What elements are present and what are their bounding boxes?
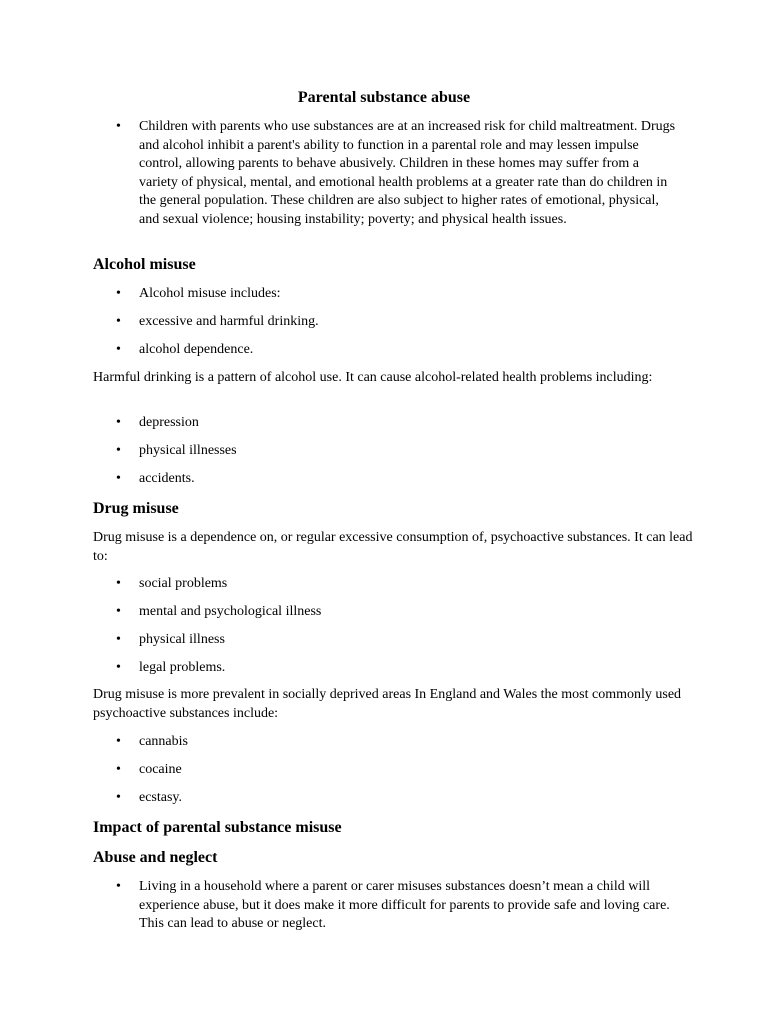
list-item: mental and psychological illness — [139, 604, 322, 619]
document-title: Parental substance abuse — [297, 89, 471, 106]
abuse-heading: Abuse and neglect — [93, 849, 218, 866]
list-item: physical illness — [139, 632, 225, 647]
list-item: ecstasy. — [139, 790, 183, 805]
list-item: excessive and harmful drinking. — [139, 314, 319, 329]
bullet-marker: • — [116, 415, 121, 430]
list-item: Living in a household where a parent or carer misuses substances doesn’t mean a child will experience abuse, but it does make it more difficult for parents to provide safe and loving care. This can lead to abuse or neglect. — [139, 879, 670, 931]
impact-heading: Impact of parental substance misuse — [93, 819, 342, 836]
bullet-marker: • — [116, 119, 121, 134]
bullet-marker: • — [116, 314, 121, 329]
list-item: legal problems. — [139, 660, 226, 675]
bullet-marker: • — [116, 660, 121, 675]
list-item: alcohol dependence. — [139, 342, 254, 357]
list-item: cocaine — [139, 762, 182, 777]
drug-heading: Drug misuse — [93, 500, 179, 517]
bullet-marker: • — [116, 879, 121, 894]
list-item: cannabis — [139, 734, 188, 749]
bullet-marker: • — [116, 471, 121, 486]
intro-bullet-text: Children with parents who use substances are at an increased risk for child maltreatment. Drugs and alcohol inhibit a parent's ability to function in a parental role and may lessen impulse control, allowing parents to behave abusively. Children in these homes may suffer from a variety of physical, mental, and emotional health problems at a greater rate than do children in the general population. These children are also subject to higher rates of emotional, physical, and sexual violence; housing instability; poverty; and physical health issues. — [139, 119, 676, 227]
bullet-marker: • — [116, 443, 121, 458]
bullet-marker: • — [116, 576, 121, 591]
list-item: Alcohol misuse includes: — [139, 286, 281, 301]
list-item: depression — [139, 415, 199, 430]
bullet-marker: • — [116, 762, 121, 777]
drug-paragraph-2: Drug misuse is more prevalent in socially deprived areas In England and Wales the most commonly used psychoactive substances include: — [93, 687, 682, 721]
bullet-marker: • — [116, 342, 121, 357]
bullet-marker: • — [116, 632, 121, 647]
bullet-marker: • — [116, 790, 121, 805]
alcohol-heading: Alcohol misuse — [93, 256, 196, 273]
alcohol-paragraph: Harmful drinking is a pattern of alcohol use. It can cause alcohol-related health problems including: — [93, 370, 653, 385]
bullet-marker: • — [116, 286, 121, 301]
bullet-marker: • — [116, 604, 121, 619]
drug-paragraph-1: Drug misuse is a dependence on, or regular excessive consumption of, psychoactive substances. It can lead to: — [93, 530, 693, 564]
bullet-marker: • — [116, 734, 121, 749]
list-item: social problems — [139, 576, 228, 591]
list-item: physical illnesses — [139, 443, 237, 458]
list-item: accidents. — [139, 471, 195, 486]
